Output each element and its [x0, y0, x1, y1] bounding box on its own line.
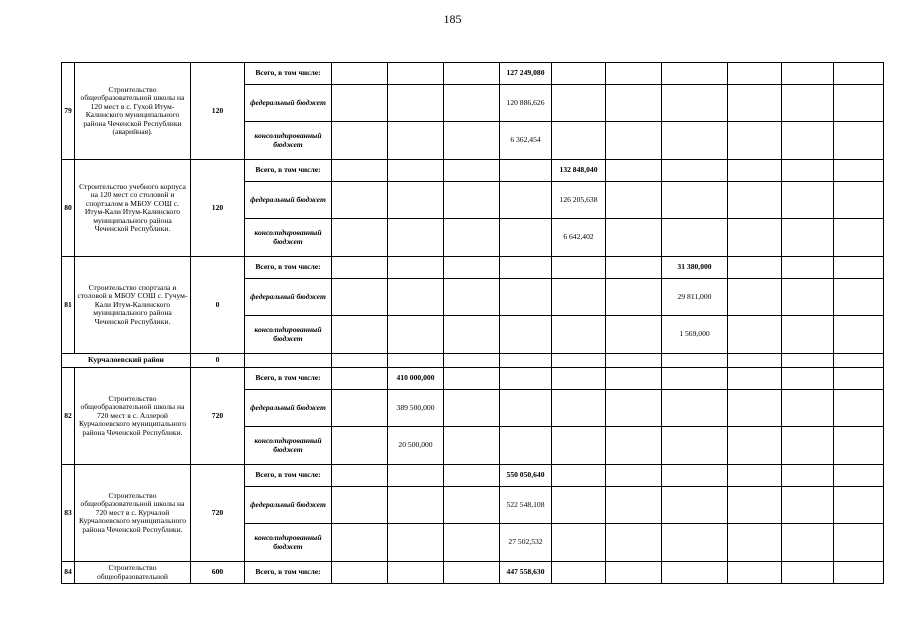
empty-cell [444, 465, 500, 487]
budget-table [61, 62, 884, 584]
empty-cell [606, 85, 662, 122]
empty-cell [332, 562, 388, 584]
label-federal-budget: федеральный бюджет [245, 279, 332, 316]
empty-cell [834, 465, 884, 487]
empty-cell [332, 368, 388, 390]
empty-cell [662, 85, 728, 122]
empty-cell [834, 219, 884, 257]
empty-cell [500, 279, 552, 316]
empty-cell [728, 219, 782, 257]
empty-cell [552, 257, 606, 279]
amount-cell: 6 642,402 [552, 219, 606, 257]
empty-cell [444, 279, 500, 316]
label-consolidated-budget: консолидированный бюджет [245, 316, 332, 354]
project-number: 83 [62, 465, 75, 562]
empty-cell [500, 257, 552, 279]
empty-cell [500, 354, 552, 368]
empty-cell [662, 427, 728, 465]
empty-cell [444, 354, 500, 368]
empty-cell [662, 562, 728, 584]
empty-cell [388, 279, 444, 316]
amount-cell: 1 569,000 [662, 316, 728, 354]
empty-cell [332, 257, 388, 279]
amount-cell: 447 558,630 [500, 562, 552, 584]
empty-cell [728, 63, 782, 85]
empty-cell [500, 219, 552, 257]
empty-cell [388, 562, 444, 584]
empty-cell [662, 160, 728, 182]
empty-cell [552, 279, 606, 316]
label-total: Всего, в том числе: [245, 257, 332, 279]
empty-cell [332, 390, 388, 427]
project-capacity: 120 [191, 63, 245, 160]
project-name: Строительство спортзала и столовой в МБОУ СОШ с. Гучум-Кали Итум-Калинского муниципального района Чеченской Республики. [75, 257, 191, 354]
empty-cell [834, 182, 884, 219]
empty-cell [834, 257, 884, 279]
empty-cell [782, 427, 834, 465]
empty-cell [606, 465, 662, 487]
empty-cell [834, 562, 884, 584]
empty-cell [388, 524, 444, 562]
project-name: Строительство общеобразовательной [75, 562, 191, 584]
empty-cell [552, 427, 606, 465]
amount-cell: 6 362,454 [500, 122, 552, 160]
amount-cell: 29 811,000 [662, 279, 728, 316]
empty-cell [834, 487, 884, 524]
project-capacity: 720 [191, 465, 245, 562]
amount-cell: 410 000,000 [388, 368, 444, 390]
empty-cell [782, 316, 834, 354]
empty-cell [444, 427, 500, 465]
label-consolidated-budget: консолидированный бюджет [245, 122, 332, 160]
amount-cell: 132 848,040 [552, 160, 606, 182]
empty-cell [728, 487, 782, 524]
empty-cell [332, 465, 388, 487]
empty-cell [728, 257, 782, 279]
empty-cell [500, 316, 552, 354]
empty-cell [444, 257, 500, 279]
empty-cell [388, 257, 444, 279]
empty-cell [606, 279, 662, 316]
empty-cell [500, 160, 552, 182]
empty-cell [662, 465, 728, 487]
label-total: Всего, в том числе: [245, 562, 332, 584]
empty-cell [606, 219, 662, 257]
empty-cell [834, 524, 884, 562]
empty-cell [728, 390, 782, 427]
empty-cell [332, 182, 388, 219]
empty-cell [606, 122, 662, 160]
project-row [62, 368, 884, 390]
empty-cell [388, 182, 444, 219]
empty-cell [662, 487, 728, 524]
empty-cell [332, 122, 388, 160]
empty-cell [552, 85, 606, 122]
empty-cell [388, 122, 444, 160]
label-federal-budget: федеральный бюджет [245, 182, 332, 219]
project-number: 81 [62, 257, 75, 354]
empty-cell [606, 257, 662, 279]
empty-cell [332, 85, 388, 122]
project-capacity: 600 [191, 562, 245, 584]
project-capacity: 120 [191, 160, 245, 257]
empty-cell [662, 368, 728, 390]
empty-cell [606, 368, 662, 390]
amount-cell: 522 548,108 [500, 487, 552, 524]
empty-cell [332, 219, 388, 257]
empty-cell [332, 354, 388, 368]
empty-cell [782, 122, 834, 160]
empty-cell [662, 122, 728, 160]
empty-cell [500, 390, 552, 427]
amount-cell: 31 380,000 [662, 257, 728, 279]
empty-cell [728, 427, 782, 465]
label-federal-budget: федеральный бюджет [245, 487, 332, 524]
project-name: Строительство общеобразовательной школы на 720 мест в с. Аллерой Курчалоевского муниципального района Чеченской Республики. [75, 368, 191, 465]
empty-cell [388, 219, 444, 257]
empty-cell [834, 160, 884, 182]
empty-cell [606, 427, 662, 465]
empty-cell [728, 562, 782, 584]
label-total: Всего, в том числе: [245, 160, 332, 182]
empty-cell [834, 122, 884, 160]
empty-cell [728, 354, 782, 368]
empty-cell [444, 63, 500, 85]
empty-cell [444, 122, 500, 160]
empty-cell [782, 354, 834, 368]
empty-cell [245, 354, 332, 368]
empty-cell [606, 487, 662, 524]
empty-cell [444, 160, 500, 182]
empty-cell [500, 368, 552, 390]
empty-cell [332, 427, 388, 465]
amount-cell: 20 500,000 [388, 427, 444, 465]
empty-cell [332, 160, 388, 182]
empty-cell [834, 279, 884, 316]
empty-cell [444, 524, 500, 562]
project-name: Строительство общеобразовательной школы на 720 мест в с. Курчалой Курчалоевского муниципального района Чеченской Республики. [75, 465, 191, 562]
empty-cell [388, 63, 444, 85]
empty-cell [728, 465, 782, 487]
empty-cell [388, 160, 444, 182]
empty-cell [728, 279, 782, 316]
label-federal-budget: федеральный бюджет [245, 390, 332, 427]
project-number: 79 [62, 63, 75, 160]
empty-cell [834, 368, 884, 390]
label-total: Всего, в том числе: [245, 63, 332, 85]
empty-cell [782, 63, 834, 85]
empty-cell [444, 219, 500, 257]
label-consolidated-budget: консолидированный бюджет [245, 219, 332, 257]
empty-cell [552, 354, 606, 368]
amount-cell: 550 050,640 [500, 465, 552, 487]
amount-cell: 120 886,626 [500, 85, 552, 122]
district-name: Курчалоевский район [62, 354, 191, 368]
empty-cell [782, 160, 834, 182]
project-number: 84 [62, 562, 75, 584]
empty-cell [444, 316, 500, 354]
empty-cell [606, 160, 662, 182]
empty-cell [388, 487, 444, 524]
empty-cell [728, 160, 782, 182]
empty-cell [782, 85, 834, 122]
empty-cell [332, 316, 388, 354]
empty-cell [662, 219, 728, 257]
empty-cell [388, 354, 444, 368]
empty-cell [662, 524, 728, 562]
empty-cell [332, 487, 388, 524]
empty-cell [728, 368, 782, 390]
district-row [62, 354, 884, 368]
empty-cell [332, 63, 388, 85]
project-row [62, 257, 884, 279]
empty-cell [834, 354, 884, 368]
empty-cell [606, 562, 662, 584]
district-capacity: 0 [191, 354, 245, 368]
empty-cell [662, 63, 728, 85]
empty-cell [782, 257, 834, 279]
empty-cell [834, 316, 884, 354]
empty-cell [444, 562, 500, 584]
empty-cell [662, 354, 728, 368]
empty-cell [552, 465, 606, 487]
empty-cell [388, 316, 444, 354]
empty-cell [834, 63, 884, 85]
label-total: Всего, в том числе: [245, 465, 332, 487]
empty-cell [782, 368, 834, 390]
project-row [62, 63, 884, 85]
project-name: Строительство общеобразовательной школы на 120 мест в с. Гухой Итум-Калинского муниципального района Чеченской Республики (аварийная). [75, 63, 191, 160]
project-capacity: 720 [191, 368, 245, 465]
amount-cell: 389 500,000 [388, 390, 444, 427]
empty-cell [782, 465, 834, 487]
label-federal-budget: федеральный бюджет [245, 85, 332, 122]
empty-cell [834, 85, 884, 122]
empty-cell [782, 487, 834, 524]
empty-cell [782, 562, 834, 584]
empty-cell [782, 279, 834, 316]
empty-cell [552, 390, 606, 427]
empty-cell [606, 63, 662, 85]
empty-cell [606, 182, 662, 219]
empty-cell [606, 354, 662, 368]
project-name: Строительство учебного корпуса на 120 мест со столовой и спортзалом в МБОУ СОШ с. Итум-Кали Итум-Калинского муниципального района Чеченской Республики. [75, 160, 191, 257]
project-number: 82 [62, 368, 75, 465]
project-row [62, 465, 884, 487]
empty-cell [444, 368, 500, 390]
empty-cell [444, 487, 500, 524]
empty-cell [552, 368, 606, 390]
empty-cell [388, 465, 444, 487]
label-consolidated-budget: консолидированный бюджет [245, 427, 332, 465]
empty-cell [444, 182, 500, 219]
empty-cell [388, 85, 444, 122]
project-number: 80 [62, 160, 75, 257]
amount-cell: 27 502,532 [500, 524, 552, 562]
empty-cell [444, 390, 500, 427]
empty-cell [834, 427, 884, 465]
empty-cell [606, 390, 662, 427]
empty-cell [552, 524, 606, 562]
empty-cell [834, 390, 884, 427]
empty-cell [782, 524, 834, 562]
project-row [62, 562, 884, 584]
empty-cell [728, 85, 782, 122]
empty-cell [782, 182, 834, 219]
empty-cell [552, 63, 606, 85]
empty-cell [728, 122, 782, 160]
empty-cell [552, 562, 606, 584]
table-body [62, 63, 884, 584]
amount-cell: 126 205,638 [552, 182, 606, 219]
empty-cell [552, 316, 606, 354]
empty-cell [662, 390, 728, 427]
empty-cell [782, 390, 834, 427]
page-number: 185 [443, 12, 462, 26]
empty-cell [332, 524, 388, 562]
label-consolidated-budget: консолидированный бюджет [245, 524, 332, 562]
empty-cell [606, 524, 662, 562]
label-total: Всего, в том числе: [245, 368, 332, 390]
empty-cell [662, 182, 728, 219]
empty-cell [552, 487, 606, 524]
empty-cell [606, 316, 662, 354]
empty-cell [500, 427, 552, 465]
project-capacity: 0 [191, 257, 245, 354]
empty-cell [728, 182, 782, 219]
empty-cell [552, 122, 606, 160]
empty-cell [728, 316, 782, 354]
empty-cell [444, 85, 500, 122]
empty-cell [500, 182, 552, 219]
empty-cell [728, 524, 782, 562]
empty-cell [782, 219, 834, 257]
empty-cell [332, 279, 388, 316]
amount-cell: 127 249,080 [500, 63, 552, 85]
project-row [62, 160, 884, 182]
